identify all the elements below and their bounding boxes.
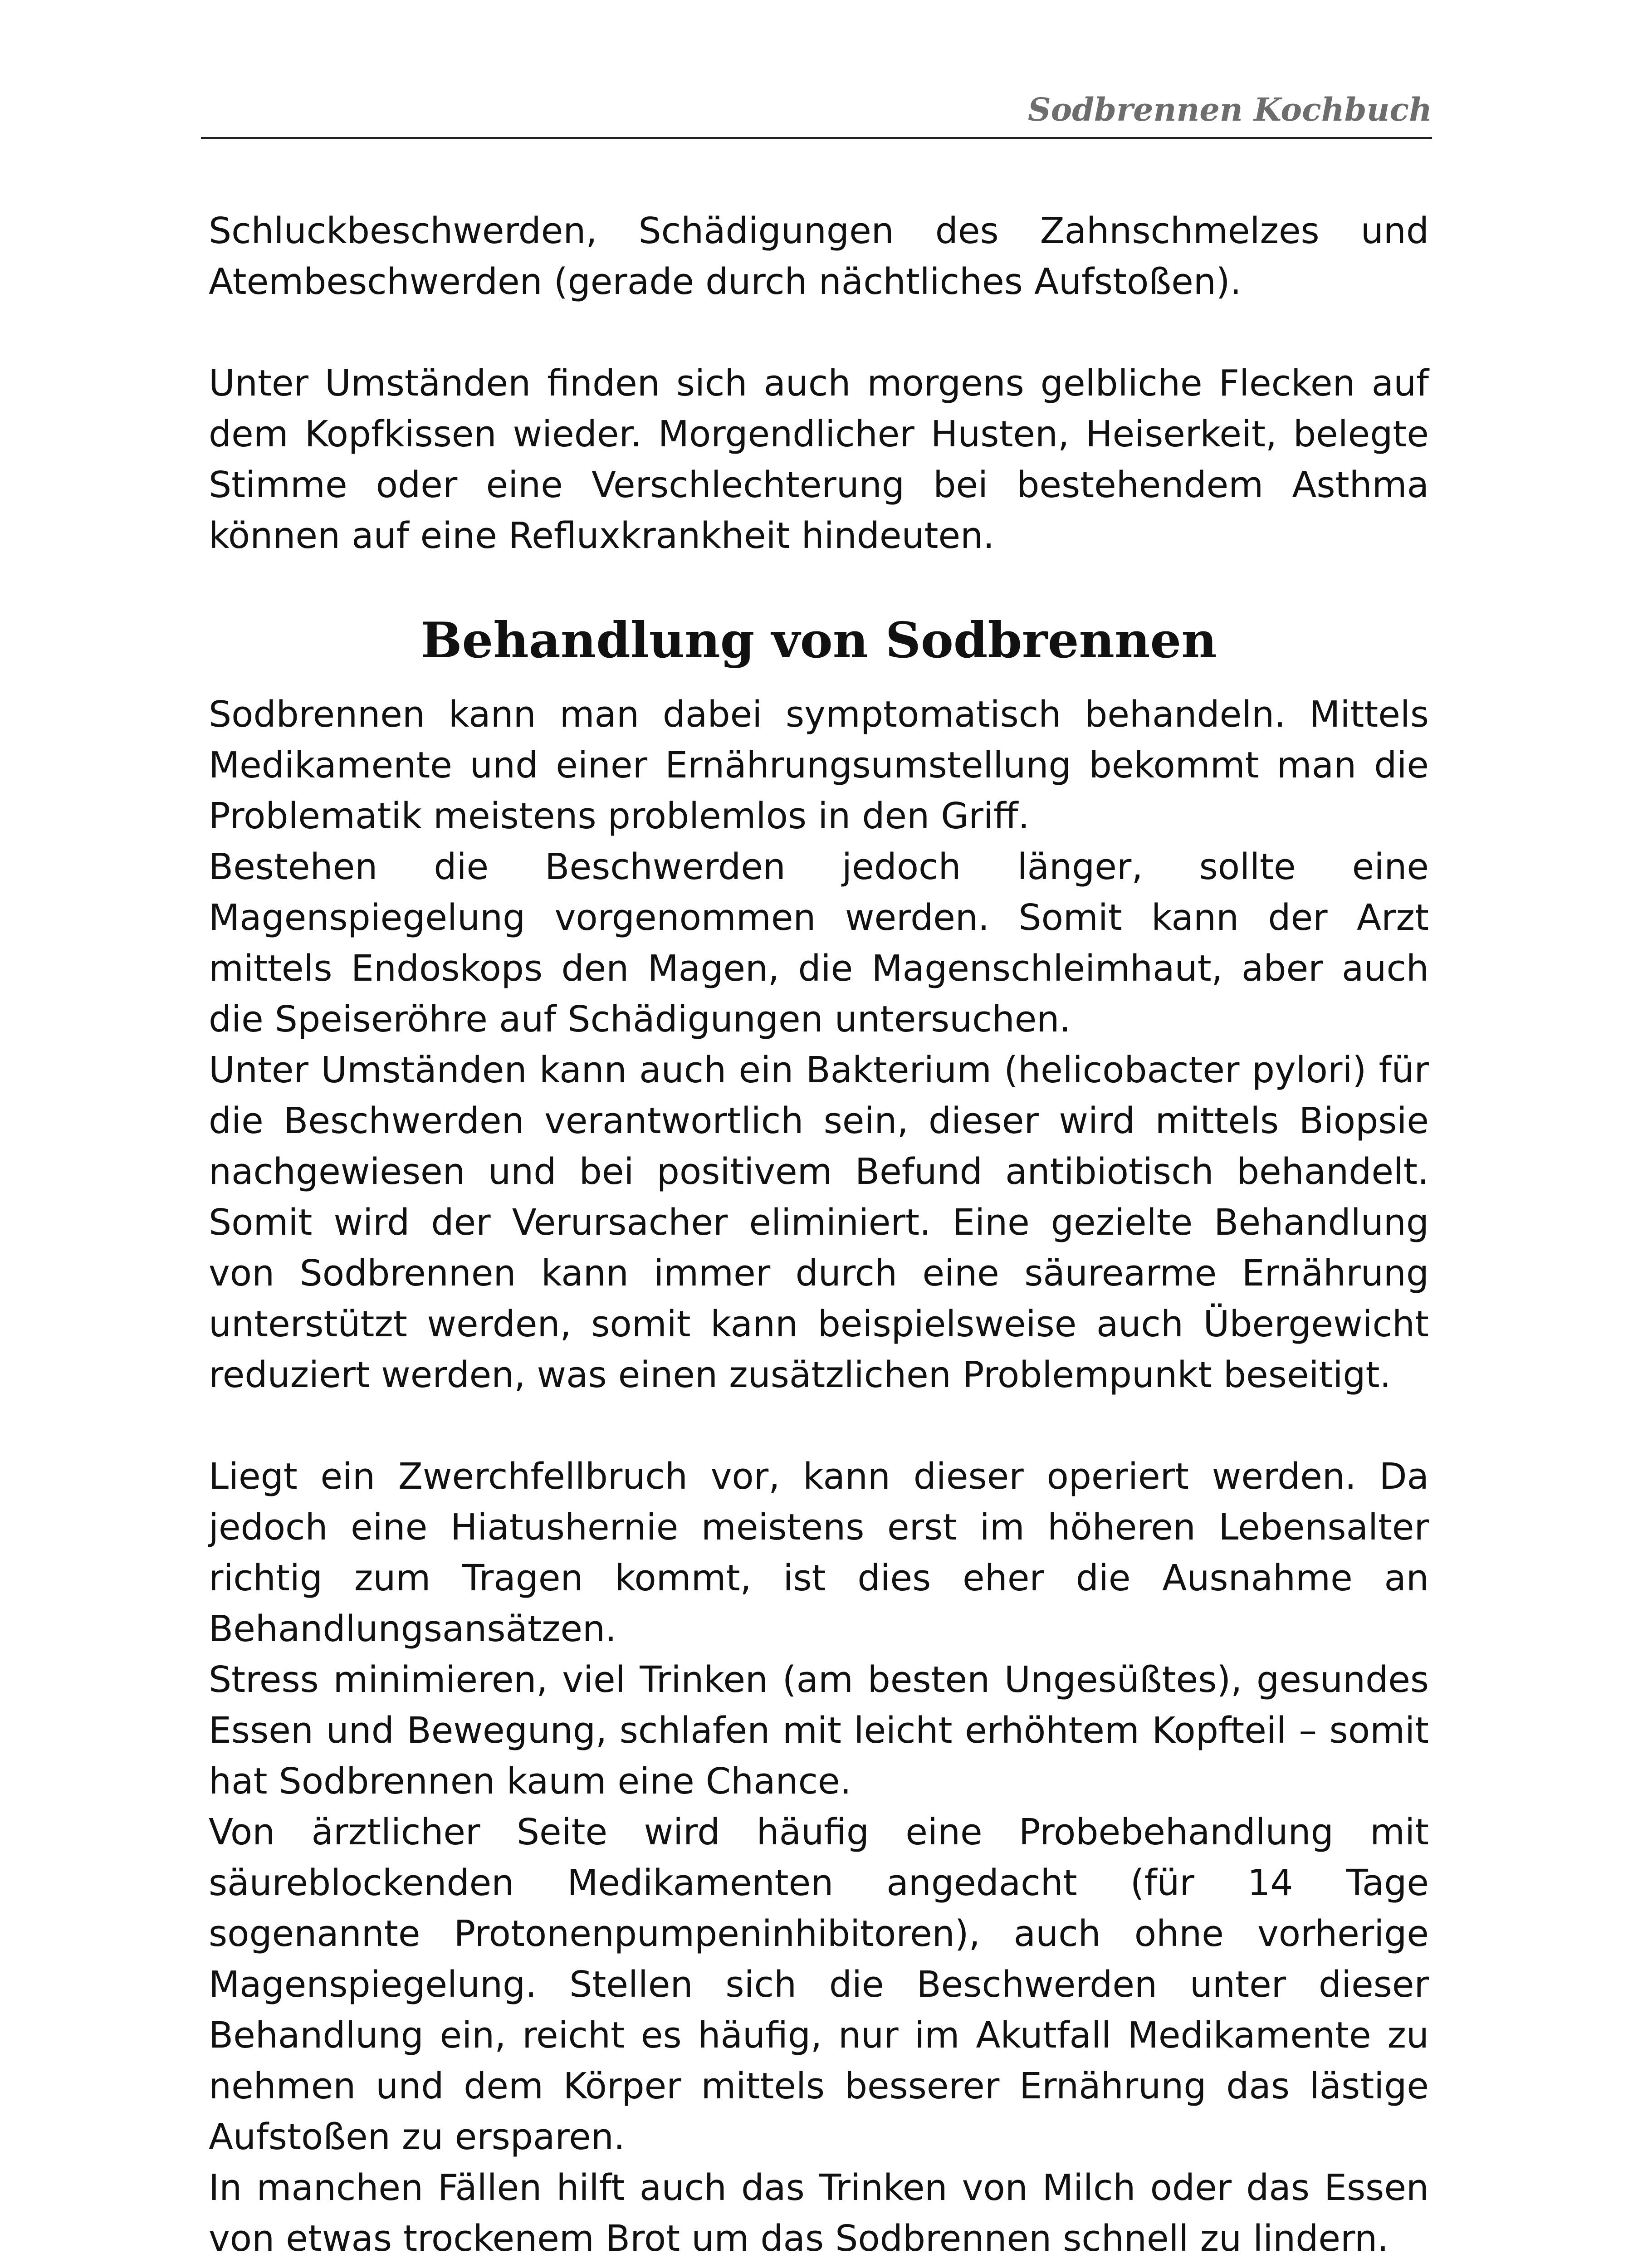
intro-paragraph-2: Unter Umständen finden sich auch morgens gelbliche Flecken auf dem Kopfkissen wieder. Morgendlicher Husten, Heiserkeit, belegte Stimme oder eine Verschlechterung bei bestehendem Asthma können auf eine Refluxkrankheit hindeuten. [209,362,1429,557]
section-paragraph-4: Liegt ein Zwerchfellbruch vor, kann dieser operiert werden. Da jedoch eine Hiatushernie meistens erst im höheren Lebensalter richtig zum Tragen kommt, ist dies eher die Ausnahme an Behandlungsansätzen. [209,1456,1429,1650]
section-paragraph-1: Sodbrennen kann man dabei symptomatisch behandeln. Mittels Medikamente und einer Ernährungsumstellung bekommt man die Problematik meistens problemlos in den Griff. [209,694,1429,837]
section-paragraph-7: In manchen Fällen hilft auch das Trinken von Milch oder das Essen von etwas trockenem Brot um das Sodbrennen schnell zu lindern. [209,2167,1429,2259]
header-rule [201,137,1432,139]
section-paragraph-6: Von ärztlicher Seite wird häufig eine Probebehandlung mit säureblockenden Medikamenten angedacht (für 14 Tage sogenannte Protonenpumpeninhibitoren), auch ohne vorherige Magenspiegelung. Stellen sich die Beschwerden unter dieser Behandlung ein, reicht es häufig, nur im Akutfall Medikamente zu nehmen und dem Körper mittels besserer Ernährung das lästige Aufstoßen zu ersparen. [209,1811,1429,2158]
section-paragraph-2: Bestehen die Beschwerden jedoch länger, sollte eine Magenspiegelung vorgenommen werden. Somit kann der Arzt mittels Endoskops den Magen, die Magenschleimhaut, aber auch die Speiseröhre auf Schädigungen untersuchen. [209,846,1429,1040]
section-heading: Behandlung von Sodbrennen [420,612,1217,669]
section-paragraph-3: Unter Umständen kann auch ein Bakterium (helicobacter pylori) für die Beschwerden verantwortlich sein, dieser wird mittels Biopsie nachgewiesen und bei positivem Befund antibiotisch behandelt. Somit wird der Verursacher eliminiert. Eine gezielte Behandlung von Sodbrennen kann immer durch eine säurearme Ernährung unterstützt werden, somit kann beispielsweise auch Übergewicht reduziert werden, was einen zusätzlichen Problempunkt beseitigt. [209,1049,1429,1396]
intro-paragraph-1: Schluckbeschwerden, Schädigungen des Zahnschmelzes und Atembeschwerden (gerade durch nächtliches Aufstoßen). [209,210,1429,303]
running-header: Sodbrennen Kochbuch [1028,91,1432,128]
page-body [209,205,1429,2264]
section-paragraph-5: Stress minimieren, viel Trinken (am besten Ungesüßtes), gesundes Essen und Bewegung, schlafen mit leicht erhöhtem Kopfteil – somit hat Sodbrennen kaum eine Chance. [209,1659,1429,1802]
